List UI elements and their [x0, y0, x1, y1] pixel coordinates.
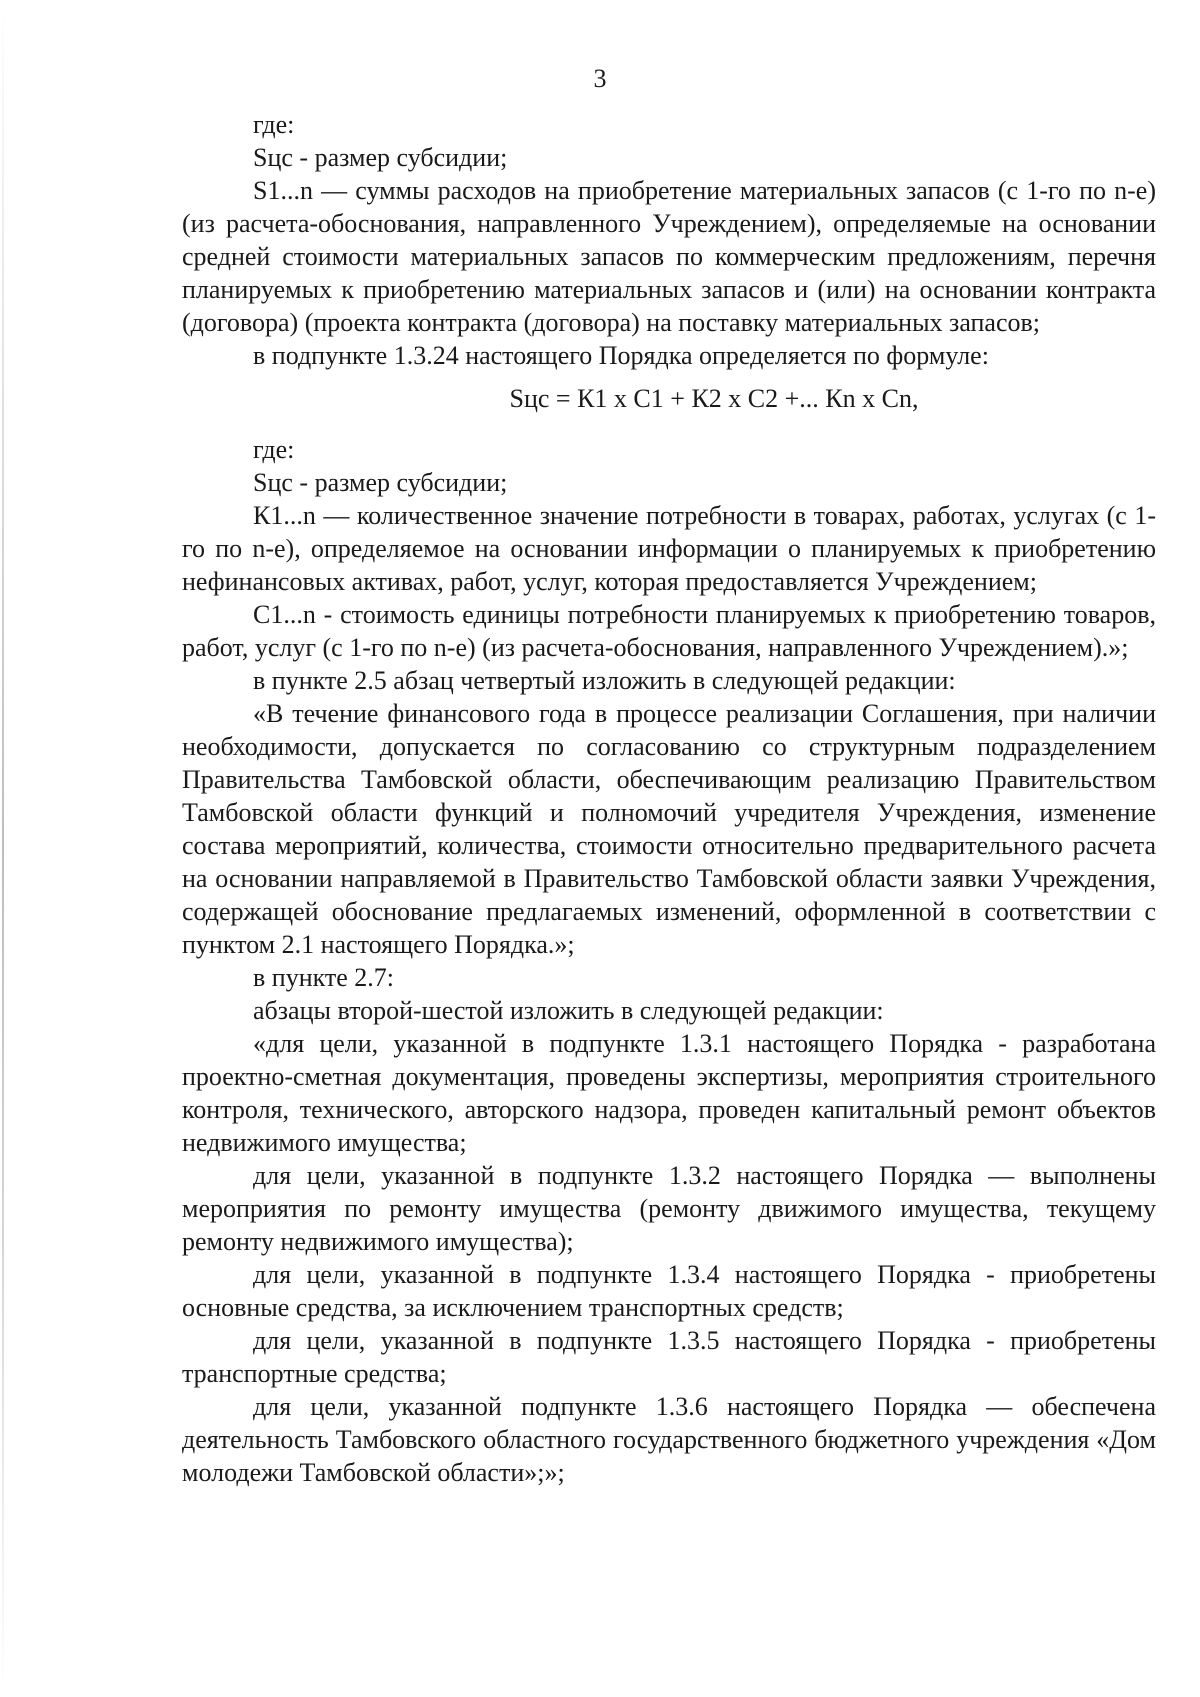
paragraph: для цели, указанной подпункте 1.3.6 настоящего Порядка — обеспечена деятельность Тамбовского областного государственного бюджетного учреждения «Дом молодежи Тамбовской области»;»; [182, 1392, 1156, 1487]
paragraph: для цели, указанной в подпункте 1.3.4 настоящего Порядка - приобретены основные средства, за исключением транспортных средств; [182, 1260, 1156, 1322]
paragraph: Sцс - размер субсидии; [253, 143, 508, 172]
formula: Sцс = К1 х С1 + К2 х С2 +... Кn х Сn, [509, 384, 919, 413]
paragraph: S1...n — суммы расходов на приобретение материальных запасов (с 1-го по n-е) (из расчета-обоснования, направленного Учреждением), определяемые на основании средней стоимости материальных запасов по коммерческим предложениям, перечня планируемых к приобретению материальных запасов и (или) на основании контракта (договора) (проекта контракта (договора) на поставку материальных запасов; [182, 176, 1156, 337]
document-body [182, 108, 1156, 1489]
paragraph: в пункте 2.7: [253, 963, 395, 992]
paragraph: для цели, указанной в подпункте 1.3.5 настоящего Порядка - приобретены транспортные средства; [182, 1326, 1156, 1388]
scan-edge-shadow [2, 0, 4, 1697]
paragraph: «В течение финансового года в процессе реализации Соглашения, при наличии необходимости, допускается по согласованию со структурным подразделением Правительства Тамбовской области, обеспечивающим реализацию Правительством Тамбовской области функций и полномочий учредителя Учреждения, изменение состава мероприятий, количества, стоимости относительно предварительного расчета на основании направляемой в Правительство Тамбовской области заявки Учреждения, содержащей обоснование предлагаемых изменений, оформленной в соответствии с пунктом 2.1 настоящего Порядка.»; [182, 699, 1156, 959]
paragraph: где: [253, 110, 295, 139]
page-number: 3 [593, 64, 607, 93]
paragraph: где: [253, 435, 295, 464]
paragraph: «для цели, указанной в подпункте 1.3.1 настоящего Порядка - разработана проектно-сметная документация, проведены экспертизы, мероприятия строительного контроля, технического, авторского надзора, проведен капитальный ремонт объектов недвижимого имущества; [182, 1029, 1156, 1157]
paragraph: для цели, указанной в подпункте 1.3.2 настоящего Порядка — выполнены мероприятия по ремонту имущества (ремонту движимого имущества, текущему ремонту недвижимого имущества); [182, 1161, 1156, 1256]
paragraph: в пункте 2.5 абзац четвертый изложить в следующей редакции: [253, 666, 956, 695]
paragraph: в подпункте 1.3.24 настоящего Порядка определяется по формуле: [253, 341, 989, 370]
paragraph: Sцс - размер субсидии; [253, 468, 508, 497]
paragraph: К1...n — количественное значение потребности в товарах, работах, услугах (с 1-го по n-е), определяемое на основании информации о планируемых к приобретению нефинансовых активах, работ, услуг, которая предоставляется Учреждением; [182, 501, 1156, 596]
paragraph: абзацы второй-шестой изложить в следующей редакции: [253, 996, 884, 1025]
paragraph: С1...n - стоимость единицы потребности планируемых к приобретению товаров, работ, услуг (с 1-го по n-е) (из расчета-обоснования, направленного Учреждением).»; [182, 600, 1156, 662]
